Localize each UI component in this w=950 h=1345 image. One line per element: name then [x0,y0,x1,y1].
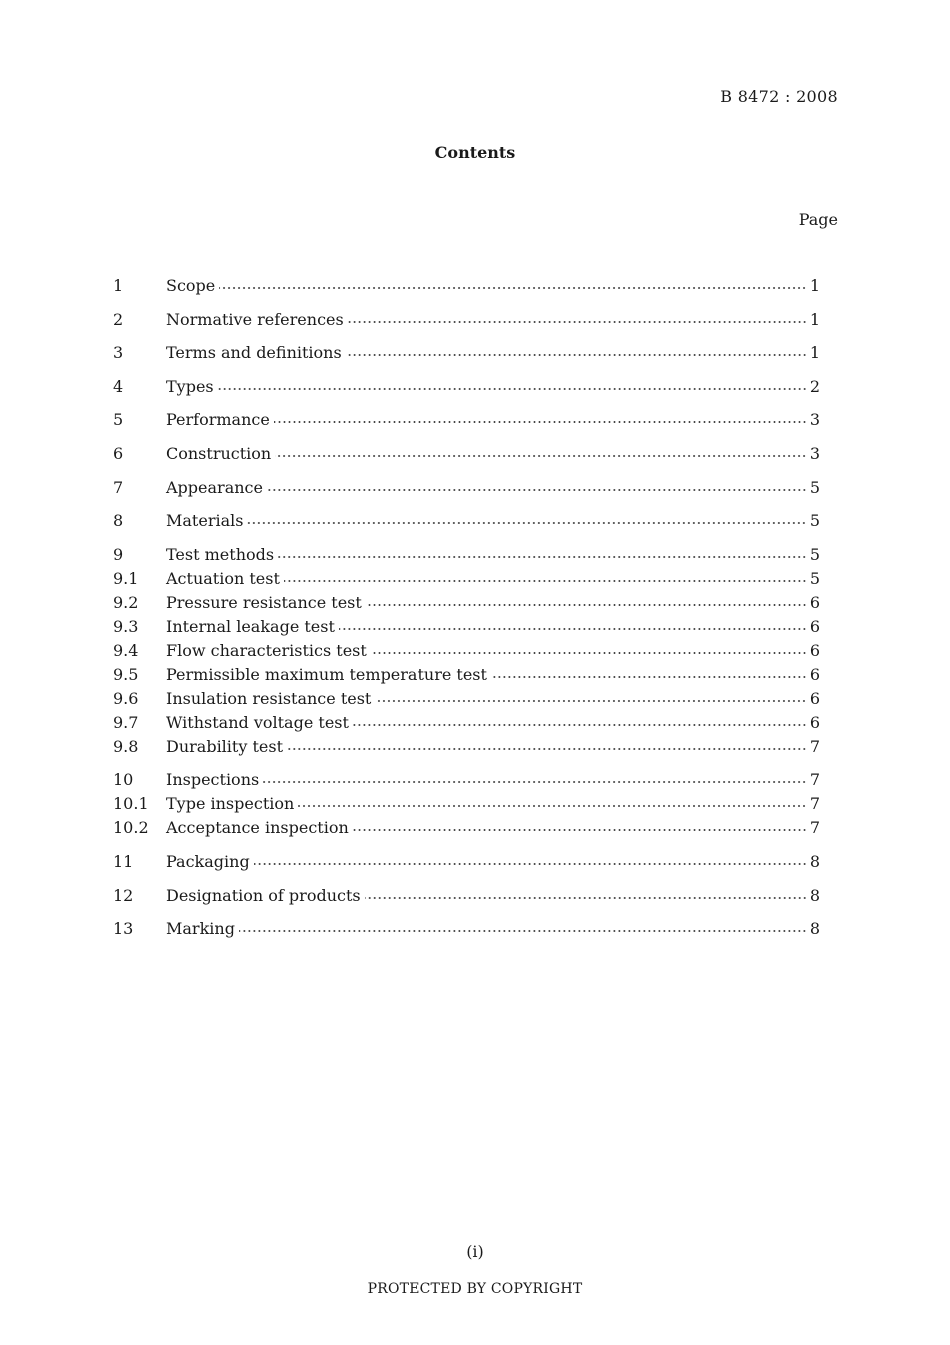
toc-entry-label: Flow characteristics test [166,640,367,660]
toc-entry-label: Withstand voltage test [166,712,349,732]
copyright-notice: PROTECTED BY COPYRIGHT [367,1281,583,1297]
toc-entry[interactable] [113,567,820,591]
dot-leader [298,805,807,807]
toc-entry[interactable] [113,917,820,941]
toc-entry-page: 3 [809,443,820,463]
dot-leader [267,489,807,491]
toc-entry[interactable] [113,308,820,332]
dot-leader [366,604,807,606]
toc-entry-number: 9 [113,544,124,564]
toc-entry[interactable] [113,442,820,466]
toc-entry-page: 7 [809,736,820,756]
toc-entry-page: 1 [809,343,820,363]
dot-leader [375,700,806,702]
dot-leader [353,724,807,726]
dot-leader [284,580,807,582]
toc-entry-number: 9.5 [113,664,139,684]
toc-entry-page: 6 [809,640,820,660]
toc-entry[interactable] [113,274,820,298]
toc-entry-page: 8 [809,851,820,871]
dot-leader [247,522,806,524]
dot-leader [218,388,807,390]
toc-entry[interactable] [113,816,820,840]
dot-leader [365,897,807,899]
toc-entry-number: 3 [113,343,124,363]
toc-entry-label: Acceptance inspection [166,818,349,838]
toc-entry-page: 8 [809,919,820,939]
toc-entry-page: 6 [809,616,820,636]
toc-entry[interactable] [113,663,820,687]
toc-entry-number: 9.1 [113,568,139,588]
toc-entry-number: 9.4 [113,640,139,660]
dot-leader [339,628,807,630]
dot-leader [287,748,807,750]
table-of-contents [113,274,820,941]
toc-entry-page: 5 [809,544,820,564]
page-title: Contents [434,143,516,162]
toc-entry[interactable] [113,375,820,399]
toc-entry-label: Designation of products [166,885,361,905]
toc-entry-label: Normative references [166,309,344,329]
toc-entry-number: 10.1 [113,794,149,814]
toc-entry-number: 9.7 [113,712,139,732]
toc-entry[interactable] [113,509,820,533]
toc-entry-page: 7 [809,794,820,814]
toc-entry-label: Construction [166,443,272,463]
toc-entry-number: 4 [113,376,124,396]
toc-entry[interactable] [113,850,820,874]
toc-entry-page: 7 [809,818,820,838]
toc-entry-number: 9.3 [113,616,139,636]
toc-entry-label: Marking [166,919,235,939]
toc-entry-number: 5 [113,410,124,430]
toc-entry-page: 1 [809,309,820,329]
dot-leader [491,676,807,678]
toc-entry-number: 9.8 [113,736,139,756]
toc-entry-page: 6 [809,688,820,708]
toc-entry-number: 7 [113,477,124,497]
toc-entry-page: 6 [809,592,820,612]
toc-entry-page: 6 [809,712,820,732]
toc-entry-page: 7 [809,770,820,790]
toc-entry-number: 10.2 [113,818,149,838]
toc-entry[interactable] [113,341,820,365]
toc-entry-number: 9.6 [113,688,139,708]
dot-leader [274,421,807,423]
toc-entry-label: Permissible maximum temperature test [166,664,487,684]
toc-entry[interactable] [113,768,820,792]
toc-entry-number: 6 [113,443,124,463]
toc-entry[interactable] [113,591,820,615]
toc-entry[interactable] [113,639,820,663]
toc-entry-label: Scope [166,276,216,295]
toc-entry-label: Internal leakage test [166,616,335,636]
dot-leader [263,781,807,783]
dot-leader [275,455,807,457]
dot-leader [371,652,807,654]
dot-leader [254,863,807,865]
dot-leader [219,287,807,289]
toc-entry[interactable] [113,408,820,432]
document-id: B 8472 : 2008 [720,87,838,106]
toc-entry-page: 1 [809,276,820,295]
toc-entry-page: 8 [809,885,820,905]
toc-entry-label: Inspections [166,770,260,790]
toc-entry[interactable] [113,711,820,735]
toc-entry[interactable] [113,687,820,711]
toc-entry[interactable] [113,884,820,908]
toc-entry-number: 2 [113,309,124,329]
toc-entry-page: 5 [809,477,820,497]
toc-entry-label: Terms and definitions [166,343,342,363]
toc-entry-label: Performance [166,410,270,430]
toc-entry[interactable] [113,792,820,816]
dot-leader [353,829,807,831]
page-folio: (i) [466,1242,484,1261]
toc-entry-number: 10 [113,770,134,790]
toc-entry-page: 5 [809,568,820,588]
toc-entry-number: 8 [113,511,124,531]
toc-entry-number: 13 [113,919,134,939]
toc-entry-number: 12 [113,885,134,905]
toc-entry[interactable] [113,735,820,759]
toc-entry-number: 9.2 [113,592,139,612]
toc-entry-page: 2 [809,376,820,396]
toc-entry-page: 3 [809,410,820,430]
toc-entry-page: 6 [809,664,820,684]
toc-entry[interactable] [113,543,820,567]
toc-entry-label: Types [166,376,214,396]
toc-entry-label: Materials [166,511,244,531]
dot-leader [239,930,807,932]
toc-entry-label: Test methods [166,544,275,564]
toc-entry[interactable] [113,476,820,500]
toc-entry-label: Pressure resistance test [166,592,362,612]
page-column-label: Page [798,210,838,229]
toc-entry-label: Insulation resistance test [166,688,372,708]
toc-entry-number: 11 [113,851,134,871]
toc-entry-label: Type inspection [166,794,295,814]
dot-leader [346,354,807,356]
toc-entry-label: Packaging [166,851,250,871]
toc-entry-number: 1 [113,276,124,295]
toc-entry-label: Appearance [166,477,263,497]
toc-entry-page: 5 [809,511,820,531]
dot-leader [348,321,807,323]
toc-entry-label: Durability test [166,736,284,756]
toc-entry[interactable] [113,615,820,639]
toc-entry-label: Actuation test [166,568,280,588]
dot-leader [278,556,807,558]
